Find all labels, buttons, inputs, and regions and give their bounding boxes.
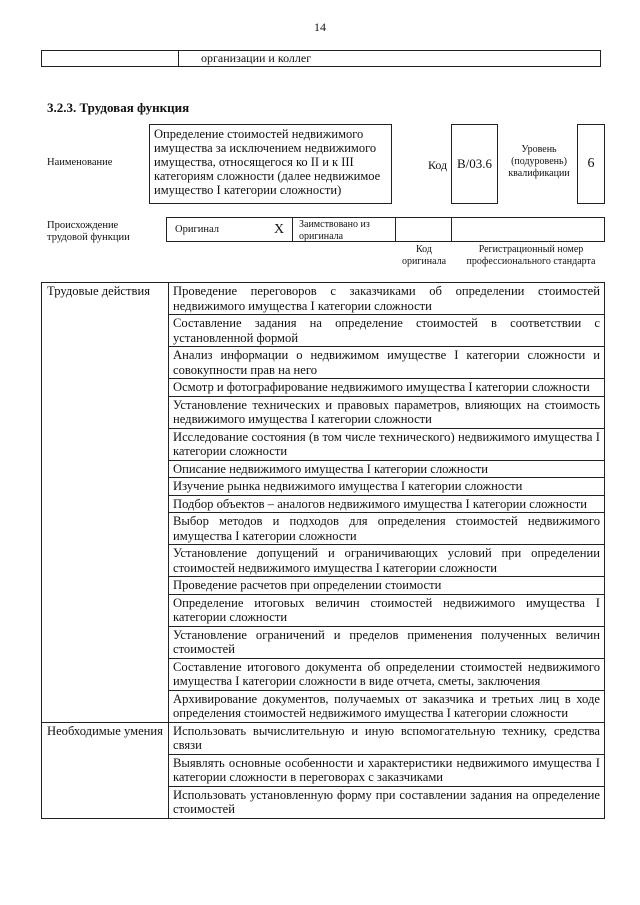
table-row	[42, 722, 605, 754]
section-item: Проведение переговоров с заказчиками об определении стоимостей недвижимого имущества I категории сложности	[169, 283, 605, 315]
level-label: Уровень (подуровень) квалификации	[508, 144, 570, 179]
code-value: B/03.6	[456, 156, 493, 171]
continuation-row-table	[41, 50, 601, 67]
origin-original-cell	[166, 217, 293, 242]
section-label: Необходимые умения	[42, 722, 169, 818]
reg-number-caption: Регистрационный номер профессионального стандарта	[466, 244, 596, 267]
code-label: Код	[428, 158, 448, 172]
section-item: Исследование состояния (в том числе технического) недвижимого имущества I категории сложности	[169, 428, 605, 460]
section-item: Выбор методов и подходов для определения стоимостей недвижимого имущества I категории сложности	[169, 513, 605, 545]
origin-code-cell	[395, 217, 452, 242]
code-original-caption: Код оригинала	[401, 244, 447, 267]
origin-label: Происхождение трудовой функции	[47, 220, 130, 243]
original-mark: X	[274, 222, 285, 237]
section-item: Осмотр и фотографирование недвижимого имущества I категории сложности	[169, 379, 605, 397]
section-item: Подбор объектов – аналогов недвижимого имущества I категории сложности	[169, 495, 605, 513]
section-item: Составление итогового документа об определении стоимостей недвижимого имущества I категории сложности в виде отчета, сметы, заключения	[169, 658, 605, 690]
section-item: Проведение расчетов при определении стоимости	[169, 577, 605, 595]
section-item: Анализ информации о недвижимом имуществе I категории сложности и совокупности прав на него	[169, 347, 605, 379]
section-item: Определение итоговых величин стоимостей недвижимого имущества I категории сложности	[169, 594, 605, 626]
section-item: Составление задания на определение стоимостей в соответствии с установленной формой	[169, 315, 605, 347]
section-title: 3.2.3. Трудовая функция	[47, 100, 190, 115]
section-label: Трудовые действия	[42, 283, 169, 723]
section-item: Выявлять основные особенности и характеристики недвижимого имущества I категории сложности в переговорах с заказчиками	[169, 754, 605, 786]
table-row	[42, 283, 605, 315]
continuation-cell-text: организации и коллег	[179, 51, 601, 67]
section-item: Использовать установленную форму при составлении задания на определение стоимостей	[169, 786, 605, 818]
section-item: Описание недвижимого имущества I категории сложности	[169, 460, 605, 478]
level-value: 6	[587, 156, 595, 171]
section-item: Установление допущений и ограничивающих условий при определении стоимостей недвижимого имущества I категории сложности	[169, 545, 605, 577]
borrowed-label: Заимствовано из оригинала	[299, 219, 370, 242]
section-item: Архивирование документов, получаемых от заказчика и третьих лиц в ходе определения стоимостей недвижимого имущества I категории сложности	[169, 690, 605, 722]
section-item: Установление технических и правовых параметров, влияющих на стоимость недвижимого имущества I категории сложности	[169, 396, 605, 428]
code-value-box	[451, 124, 498, 204]
section-item: Использовать вычислительную и иную вспомогательную технику, средства связи	[169, 722, 605, 754]
level-value-box	[577, 124, 605, 204]
function-name-box	[149, 124, 392, 204]
origin-reg-cell	[451, 217, 605, 242]
continuation-cell-empty	[42, 51, 179, 67]
original-label: Оригинал	[175, 224, 219, 235]
functions-table	[41, 282, 605, 819]
name-label: Наименование	[47, 157, 113, 168]
section-item: Установление ограничений и пределов применения полученных величин стоимостей	[169, 626, 605, 658]
section-item: Изучение рынка недвижимого имущества I категории сложности	[169, 478, 605, 496]
origin-borrowed-cell	[292, 217, 396, 242]
function-name-text: Определение стоимостей недвижимого имущества за исключением недвижимого имущества, относящегося ко II и к III категориям сложности (далее недвижимое имущество I категории сложности)	[154, 127, 381, 197]
page-number: 14	[314, 20, 326, 34]
